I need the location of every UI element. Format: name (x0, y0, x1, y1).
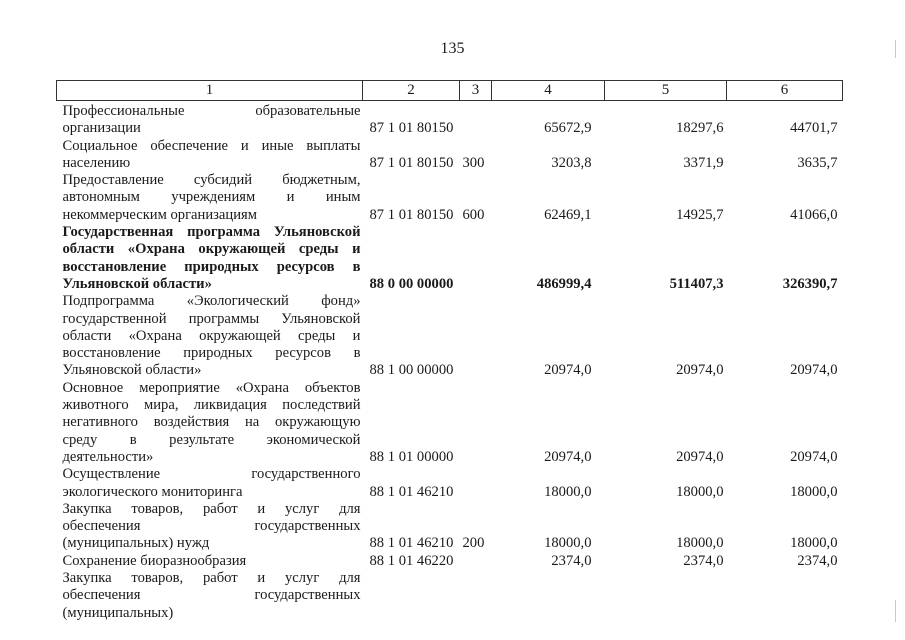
scan-margin-mark (895, 40, 896, 58)
row-value-col5: 18000,0 (676, 535, 724, 552)
row-expense-type (460, 101, 492, 138)
row-name: Сохранение биоразнообразия (62, 552, 247, 569)
row-name: Осуществление государственного экологического мониторинга (62, 466, 361, 500)
row-code: 88 1 01 00000 (369, 448, 454, 465)
header-col-5: 5 (605, 81, 727, 101)
table-row (57, 466, 843, 501)
header-col-2: 2 (363, 81, 460, 101)
row-value-col6: 20974,0 (790, 448, 838, 465)
row-code (363, 570, 460, 622)
row-value-col4 (492, 570, 605, 622)
table-row (57, 570, 843, 622)
row-code: 87 1 01 80150 (369, 154, 454, 171)
row-value-col6: 20974,0 (790, 362, 838, 379)
row-value-col6: 3635,7 (797, 154, 838, 171)
scan-margin-mark (895, 600, 896, 622)
row-name: Закупка товаров, работ и услуг для обеспечения государственных (муниципальных) нужд (62, 500, 361, 552)
header-col-3: 3 (460, 81, 492, 101)
row-value-col5 (605, 570, 727, 622)
row-value-col6: 2374,0 (797, 552, 838, 569)
row-value-col5: 18000,0 (676, 483, 724, 500)
row-value-col5: 20974,0 (676, 362, 724, 379)
header-col-1: 1 (57, 81, 363, 101)
row-expense-type (460, 553, 492, 570)
row-value-col5: 14925,7 (676, 206, 724, 223)
table-row (57, 138, 843, 173)
row-value-col5: 18297,6 (676, 120, 724, 137)
table-row (57, 501, 843, 553)
row-expense-type (460, 466, 492, 501)
row-name: Профессиональные образовательные организации (62, 103, 361, 137)
row-code: 88 1 01 46220 (369, 552, 454, 569)
row-value-col6: 18000,0 (790, 535, 838, 552)
row-name: Социальное обеспечение и иные выплаты населению (62, 137, 361, 171)
row-code: 88 0 00 00000 (369, 275, 454, 292)
row-code: 87 1 01 80150 (369, 206, 454, 223)
row-value-col6: 44701,7 (790, 120, 838, 137)
row-name: Государственная программа Ульяновской области «Охрана окружающей среды и восстановление природных ресурсов в Ульяновской области» (62, 224, 361, 292)
row-expense-type (460, 570, 492, 622)
row-value-col4: 62469,1 (544, 206, 592, 223)
page-number: 135 (440, 40, 465, 57)
budget-table (56, 80, 843, 622)
row-code: 88 1 01 46210 (369, 535, 454, 552)
row-expense-type (460, 293, 492, 379)
row-value-col5: 3371,9 (683, 154, 724, 171)
row-name: Подпрограмма «Экологический фонд» государственной программы Ульяновской области «Охрана окружающей среды и восстановление природных ресурсов в Ульяновской области» (62, 293, 361, 379)
row-value-col4: 20974,0 (544, 448, 592, 465)
table-row (57, 293, 843, 379)
table-row (57, 224, 843, 293)
row-expense-type (460, 224, 492, 293)
header-col-4: 4 (492, 81, 605, 101)
row-expense-type: 300 (462, 154, 485, 171)
row-value-col6: 41066,0 (790, 206, 838, 223)
table-row (57, 101, 843, 138)
row-value-col4: 18000,0 (544, 483, 592, 500)
header-row (57, 81, 843, 101)
row-value-col5: 20974,0 (676, 448, 724, 465)
row-value-col4: 486999,4 (536, 275, 592, 292)
row-value-col5: 511407,3 (669, 275, 724, 292)
row-code: 88 1 00 00000 (369, 362, 454, 379)
row-value-col6: 326390,7 (782, 275, 838, 292)
table-row (57, 380, 843, 466)
table-body (57, 101, 843, 622)
table-row (57, 553, 843, 570)
row-name: Предоставление субсидий бюджетным, автономным учреждениям и иным некоммерческим организациям (62, 172, 361, 223)
table-row (57, 172, 843, 224)
row-name: Основное мероприятие «Охрана объектов животного мира, ликвидация последствий негативного воздействия на окружающую среду в результате экономической деятельности» (62, 379, 361, 465)
row-value-col6 (727, 570, 843, 622)
row-expense-type: 200 (462, 535, 485, 552)
row-value-col4: 18000,0 (544, 535, 592, 552)
row-name: Закупка товаров, работ и услуг для обеспечения государственных (муниципальных) (62, 570, 361, 621)
row-code: 87 1 01 80150 (369, 120, 454, 137)
row-value-col4: 3203,8 (551, 154, 592, 171)
row-value-col4: 20974,0 (544, 362, 592, 379)
row-expense-type (460, 380, 492, 466)
row-value-col6: 18000,0 (790, 483, 838, 500)
row-value-col4: 2374,0 (551, 552, 592, 569)
row-value-col5: 2374,0 (683, 552, 724, 569)
header-col-6: 6 (727, 81, 843, 101)
row-code: 88 1 01 46210 (369, 483, 454, 500)
row-expense-type: 600 (462, 206, 485, 223)
row-value-col4: 65672,9 (544, 120, 592, 137)
table-header (57, 81, 843, 101)
